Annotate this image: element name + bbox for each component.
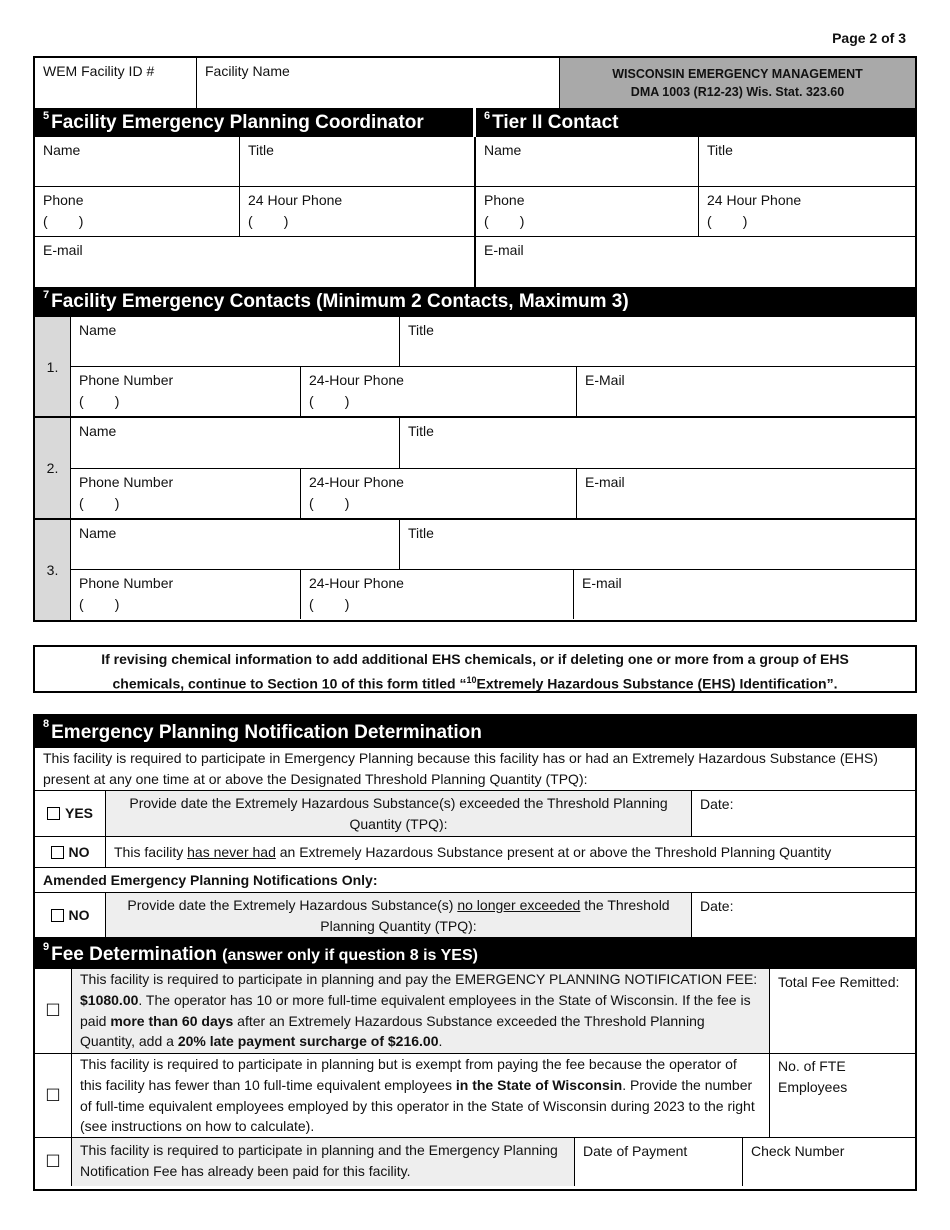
facility-name-field[interactable]	[197, 58, 560, 108]
contact-1-name-label: Name	[79, 322, 117, 338]
wem-facility-id-label: WEM Facility ID #	[43, 63, 155, 79]
contact-2-phone-field[interactable]	[71, 469, 301, 519]
fee-option-2-text: This facility is required to participate in planning but is exempt from paying the fee because the operator of this facility has fewer than 10 full-time equivalent employees in the State of Wisconsin. Provide the number of full-time equivalent employees employed by this operator in the State of Wisconsin during 2023 to the right (see instructions on how to calculate).	[72, 1054, 770, 1137]
coordinator-phone-label: Phone	[43, 192, 84, 208]
amended-no-description: Provide date the Extremely Hazardous Substance(s) no longer exceeded the Threshold Planning Quantity (TPQ):	[106, 893, 692, 937]
yes-option[interactable]	[35, 791, 106, 836]
no-label: NO	[68, 843, 90, 860]
tier2-name-label: Name	[484, 142, 522, 158]
contact-3-title-field[interactable]	[400, 520, 915, 569]
coordinator-email-label: E-mail	[43, 242, 83, 258]
check-number-field[interactable]	[743, 1138, 915, 1186]
contact-1-email-label: E-Mail	[585, 372, 625, 388]
section-8-intro: This facility is required to participate in Emergency Planning because this facility has or had an Extremely Hazardous Substance (EHS) present at any one time at or above the Designated Threshold Planning Quantity (TPQ):	[35, 748, 915, 791]
coordinator-title-field[interactable]	[240, 137, 474, 186]
section-5-header	[35, 108, 476, 137]
yes-checkbox[interactable]	[47, 807, 60, 820]
contact-1-24hr-area-code: ( )	[309, 393, 350, 409]
notice-line-1: If revising chemical information to add additional EHS chemicals, or if deleting one or more from a group of EHS	[101, 651, 849, 667]
date-of-payment-label: Date of Payment	[583, 1143, 688, 1159]
agency-box	[560, 58, 915, 108]
contact-2-email-field[interactable]	[577, 469, 915, 519]
section-9-note: (answer only if question 8 is YES)	[222, 947, 478, 964]
tier2-24hr-phone-field[interactable]	[699, 187, 915, 236]
fee-option-1-text: This facility is required to participate in planning and pay the EMERGENCY PLANNING NOTIFICATION FEE: $1080.00. The operator has 10 or more full-time equivalent employees in the State of Wisconsin. If the fee is paid more than 60 days after an Extremely Hazardous Substance exceeded the Threshold Planning Quantity, add a 20% late payment surcharge of $216.00.	[72, 969, 770, 1053]
wem-facility-id-field[interactable]	[35, 58, 197, 108]
contact-1-24hr-phone-label: 24-Hour Phone	[309, 372, 404, 388]
coordinator-24hr-phone-field[interactable]	[240, 187, 474, 236]
emergency-contact-3	[35, 520, 915, 620]
section-8-title: Emergency Planning Notification Determination	[51, 722, 482, 743]
contact-3-24hr-area-code: ( )	[309, 596, 350, 612]
contact-2-phone-area-code: ( )	[79, 495, 120, 511]
contact-2-name-label: Name	[79, 423, 117, 439]
facility-name-label: Facility Name	[205, 63, 290, 79]
section-7-number: 7	[43, 289, 50, 301]
section-9-number: 9	[43, 941, 50, 953]
contact-3-24hr-phone-label: 24-Hour Phone	[309, 575, 404, 591]
coordinator-phone-area-code: ( )	[43, 213, 84, 229]
form-id: DMA 1003 (R12-23) Wis. Stat. 323.60	[630, 85, 845, 99]
contact-3-phone-label: Phone Number	[79, 575, 174, 591]
amended-no-label: NO	[68, 906, 90, 923]
section-5-body	[35, 137, 476, 287]
contact-3-email-field[interactable]	[574, 570, 915, 619]
tier2-24hr-area-code: ( )	[707, 213, 748, 229]
amended-date-field[interactable]	[692, 893, 915, 937]
coordinator-title-label: Title	[248, 142, 274, 158]
date-of-payment-field[interactable]	[575, 1138, 743, 1186]
contact-1-24hr-phone-field[interactable]	[301, 367, 577, 417]
yes-date-label: Date:	[700, 796, 734, 812]
determination-block	[33, 714, 917, 1191]
section-6-body	[476, 137, 915, 287]
contact-2-phone-label: Phone Number	[79, 474, 174, 490]
section-8-number: 8	[43, 718, 50, 730]
facility-contacts-block	[33, 56, 917, 622]
contact-3-title-label: Title	[408, 525, 434, 541]
ehs-revision-notice	[33, 645, 917, 693]
contact-1-name-field[interactable]	[71, 317, 400, 366]
contact-3-email-label: E-mail	[582, 575, 622, 591]
section-6-title: Tier II Contact	[492, 112, 619, 133]
contact-2-24hr-phone-field[interactable]	[301, 469, 577, 519]
fee-option-1-checkbox[interactable]: ☐	[35, 969, 72, 1053]
section-6-number: 6	[484, 110, 491, 122]
tier2-email-field[interactable]	[476, 237, 915, 287]
coordinator-24hr-area-code: ( )	[248, 213, 289, 229]
contact-2-number: 2.	[35, 418, 71, 518]
amended-no-checkbox[interactable]	[51, 909, 64, 922]
coordinator-name-label: Name	[43, 142, 81, 158]
contact-1-title-field[interactable]	[400, 317, 915, 366]
coordinator-24hr-phone-label: 24 Hour Phone	[248, 192, 343, 208]
total-fee-label: Total Fee Remitted:	[778, 974, 900, 990]
no-description: This facility has never had an Extremely Hazardous Substance present at or above the Threshold Planning Quantity	[114, 844, 832, 860]
tier2-email-label: E-mail	[484, 242, 524, 258]
page-number: Page 2 of 3	[832, 30, 906, 46]
coordinator-phone-field[interactable]	[35, 187, 240, 236]
contact-2-24hr-phone-label: 24-Hour Phone	[309, 474, 404, 490]
amended-date-label: Date:	[700, 898, 734, 914]
section-6-header	[476, 108, 915, 137]
yes-label: YES	[64, 805, 93, 821]
fee-option-3-text: This facility is required to participate in planning and the Emergency Planning Notification Fee has already been paid for this facility.	[72, 1138, 575, 1186]
tier2-title-label: Title	[707, 142, 733, 158]
coordinator-name-field[interactable]	[35, 137, 240, 186]
check-number-label: Check Number	[751, 1143, 845, 1159]
contact-3-name-label: Name	[79, 525, 117, 541]
fte-employees-label: No. of FTE Employees	[778, 1058, 848, 1095]
contact-3-name-field[interactable]	[71, 520, 400, 569]
contact-1-title-label: Title	[408, 322, 434, 338]
yes-description: Provide date the Extremely Hazardous Substance(s) exceeded the Threshold Planning Quantity (TPQ):	[106, 791, 692, 836]
tier2-phone-field[interactable]	[476, 187, 699, 236]
section-9-title: Fee Determination	[51, 944, 217, 965]
no-checkbox[interactable]	[51, 846, 64, 859]
fte-employees-field[interactable]	[770, 1054, 915, 1137]
amended-no-option[interactable]	[35, 893, 106, 937]
coordinator-email-field[interactable]	[35, 237, 474, 287]
yes-date-field[interactable]	[692, 791, 915, 836]
section-8-header	[35, 716, 915, 748]
tier2-title-field[interactable]	[699, 137, 915, 186]
tier2-phone-area-code: ( )	[484, 213, 525, 229]
total-fee-remitted-field[interactable]	[770, 969, 915, 1053]
section-7-header	[35, 287, 915, 317]
contact-1-phone-field[interactable]	[71, 367, 301, 417]
tier2-24hr-phone-label: 24 Hour Phone	[707, 192, 802, 208]
contact-2-24hr-area-code: ( )	[309, 495, 350, 511]
contact-2-title-field[interactable]	[400, 418, 915, 468]
fee-option-3-checkbox[interactable]: ☐	[35, 1138, 72, 1186]
contact-3-phone-field[interactable]	[71, 570, 301, 619]
contact-1-phone-label: Phone Number	[79, 372, 174, 388]
section-5-title: Facility Emergency Planning Coordinator	[51, 112, 424, 133]
emergency-contact-1	[35, 317, 915, 418]
contact-2-email-label: E-mail	[585, 474, 625, 490]
emergency-contact-2	[35, 418, 915, 520]
contact-1-number: 1.	[35, 317, 71, 416]
tier2-phone-label: Phone	[484, 192, 525, 208]
contact-1-phone-area-code: ( )	[79, 393, 120, 409]
notice-line-2: chemicals, continue to Section 10 of this form titled “$^{10}$Extremely Hazardous Substance (EHS) Identification”.	[112, 675, 838, 692]
section-9-header	[35, 939, 915, 969]
contact-3-number: 3.	[35, 520, 71, 620]
agency-name: WISCONSIN EMERGENCY MANAGEMENT	[612, 67, 863, 81]
section-7-title: Facility Emergency Contacts (Minimum 2 Contacts, Maximum 3)	[51, 291, 629, 312]
amended-notifications-label: Amended Emergency Planning Notifications Only:	[35, 868, 915, 893]
contact-3-24hr-phone-field[interactable]	[301, 570, 574, 619]
tier2-name-field[interactable]	[476, 137, 699, 186]
contact-1-email-field[interactable]	[577, 367, 915, 417]
section-5-number: 5	[43, 110, 50, 122]
contact-2-name-field[interactable]	[71, 418, 400, 468]
fee-option-2-checkbox[interactable]: ☐	[35, 1054, 72, 1137]
contact-2-title-label: Title	[408, 423, 434, 439]
no-option[interactable]	[35, 837, 106, 867]
contact-3-phone-area-code: ( )	[79, 596, 120, 612]
